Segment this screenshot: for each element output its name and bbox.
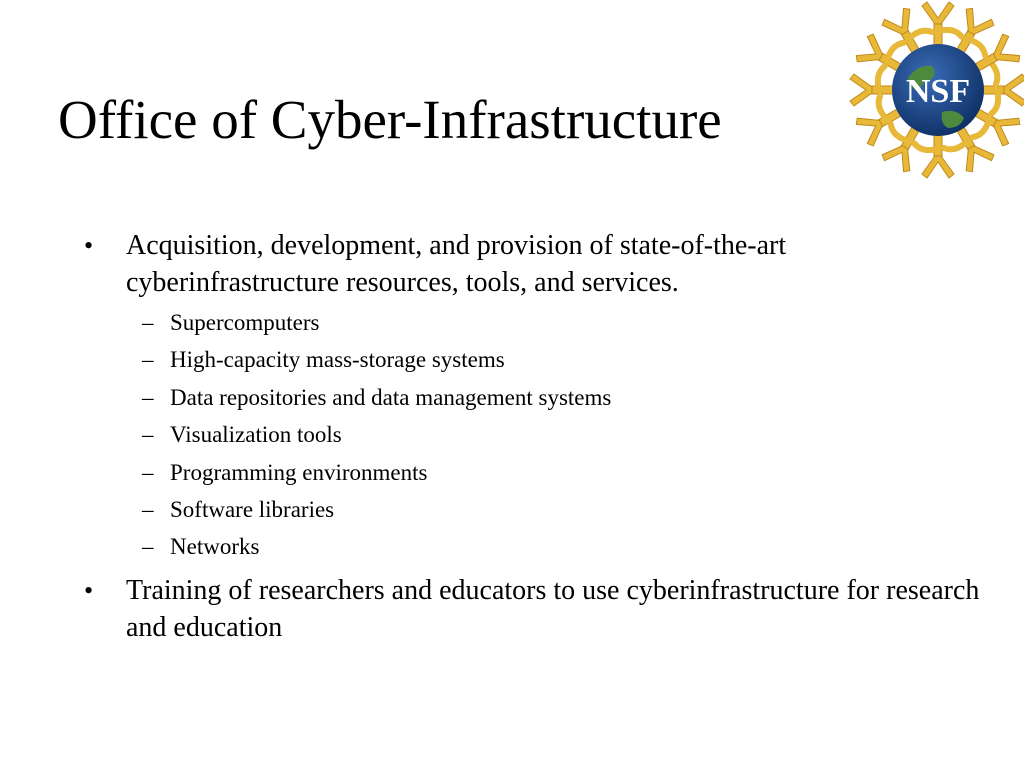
sub-bullet-marker: – xyxy=(142,497,154,523)
bullet-text: Acquisition, development, and provision of state-of-the-art cyberinfrastructure resources, tools, and services. xyxy=(126,230,787,298)
sub-bullet-marker: – xyxy=(142,422,154,448)
sub-bullet-item xyxy=(82,416,982,453)
sub-bullet-item xyxy=(82,454,982,491)
logo-text: NSF xyxy=(905,73,971,110)
sub-bullet-item xyxy=(82,304,982,341)
sub-bullet-text: Programming environments xyxy=(170,459,428,485)
bullet-marker: • xyxy=(84,575,94,605)
bullet-marker: • xyxy=(84,231,94,260)
sub-bullet-text: Networks xyxy=(170,534,260,560)
sub-bullet-text: Data repositories and data management systems xyxy=(170,384,612,410)
slide-title: Office of Cyber-Infrastructure xyxy=(58,89,722,150)
sub-bullet-item xyxy=(82,491,982,528)
sub-bullet-text: Software libraries xyxy=(170,497,335,523)
sub-bullet-text: High-capacity mass-storage systems xyxy=(170,347,505,373)
sub-bullet-item xyxy=(82,341,982,378)
bullet-text: Training of researchers and educators to use cyberinfrastructure for research and education xyxy=(126,574,980,643)
sub-bullet-text: Supercomputers xyxy=(170,310,320,335)
sub-bullet-marker: – xyxy=(142,310,154,335)
nsf-logo xyxy=(846,0,1024,180)
sub-bullet-marker: – xyxy=(142,384,154,410)
bullet-list xyxy=(82,227,982,646)
sub-bullet-item xyxy=(82,379,982,416)
sub-bullet-text: Visualization tools xyxy=(170,422,342,448)
sub-bullet-marker: – xyxy=(142,459,154,485)
sub-bullet-item xyxy=(82,528,982,565)
sub-bullet-marker: – xyxy=(142,534,154,560)
sub-bullet-marker: – xyxy=(142,347,154,373)
bullet-item xyxy=(82,227,982,301)
sub-bullet-list xyxy=(82,304,982,566)
bullet-item xyxy=(82,572,982,646)
